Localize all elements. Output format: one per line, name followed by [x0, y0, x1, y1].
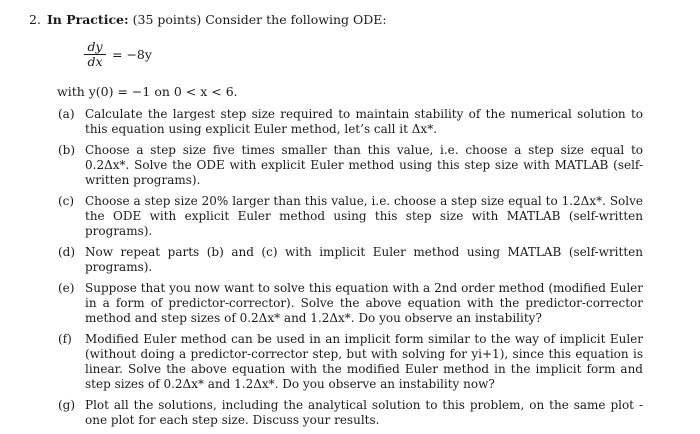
derivative-fraction — [84, 40, 106, 69]
part-label: (d) — [58, 245, 76, 259]
problem-number: 2. — [29, 12, 41, 27]
part-text: Suppose that you now want to solve this equation with a 2nd order method (modified Euler in a form of predictor-corrector). Solve the above equation with the predictor-corrector method and step sizes of 0.2Δx* and 1.2Δx*. Do you observe an instability? — [85, 281, 643, 325]
part-d — [58, 245, 643, 275]
part-b — [58, 143, 643, 188]
part-text: Choose a step size 20% larger than this value, i.e. choose a step size equal to 1.2Δx*. Solve the ODE with explicit Euler method using this step size with MATLAB (self-written programs). — [85, 194, 643, 238]
part-g — [58, 398, 643, 428]
part-label: (e) — [58, 281, 75, 295]
part-e — [58, 281, 643, 326]
part-text: Now repeat parts (b) and (c) with implicit Euler method using MATLAB (self-written programs). — [85, 245, 643, 274]
part-text: Calculate the largest step size required to maintain stability of the numerical solution to this equation using explicit Euler method, let’s call it Δx*. — [85, 107, 643, 136]
part-c — [58, 194, 643, 239]
part-text: Choose a step size five times smaller than this value, i.e. choose a step size equal to 0.2Δx*. Solve the ODE with explicit Euler method using this step size with MATLAB (self-written programs). — [85, 143, 643, 187]
equation-rhs: = −8y — [112, 47, 152, 62]
fraction-numerator: dy — [87, 39, 103, 54]
initial-condition: with y(0) = −1 on 0 < x < 6. — [57, 84, 238, 99]
ode-equation — [84, 40, 152, 69]
part-label: (b) — [58, 143, 76, 157]
problem-title: In Practice: — [46, 12, 129, 27]
part-a — [58, 107, 643, 137]
problem-intro: (35 points) Consider the following ODE: — [132, 12, 387, 27]
part-label: (g) — [58, 398, 76, 412]
part-f — [58, 332, 643, 392]
part-label: (c) — [58, 194, 75, 208]
part-text: Modified Euler method can be used in an implicit form similar to the way of implicit Euler (without doing a predictor-corrector step, but with solving for yi+1), since this equation is linear. Solve the above equation with the modified Euler method in the implicit form and step sizes of 0.2Δx* and 1.2Δx*. Do you observe an instability now? — [85, 332, 643, 391]
fraction-denominator: dx — [87, 54, 103, 69]
parts-list — [58, 107, 643, 434]
part-text: Plot all the solutions, including the analytical solution to this problem, on the same plot - one plot for each step size. Discuss your results. — [85, 398, 643, 427]
problem-heading — [29, 12, 387, 28]
part-label: (a) — [58, 107, 75, 121]
part-label: (f) — [58, 332, 72, 346]
